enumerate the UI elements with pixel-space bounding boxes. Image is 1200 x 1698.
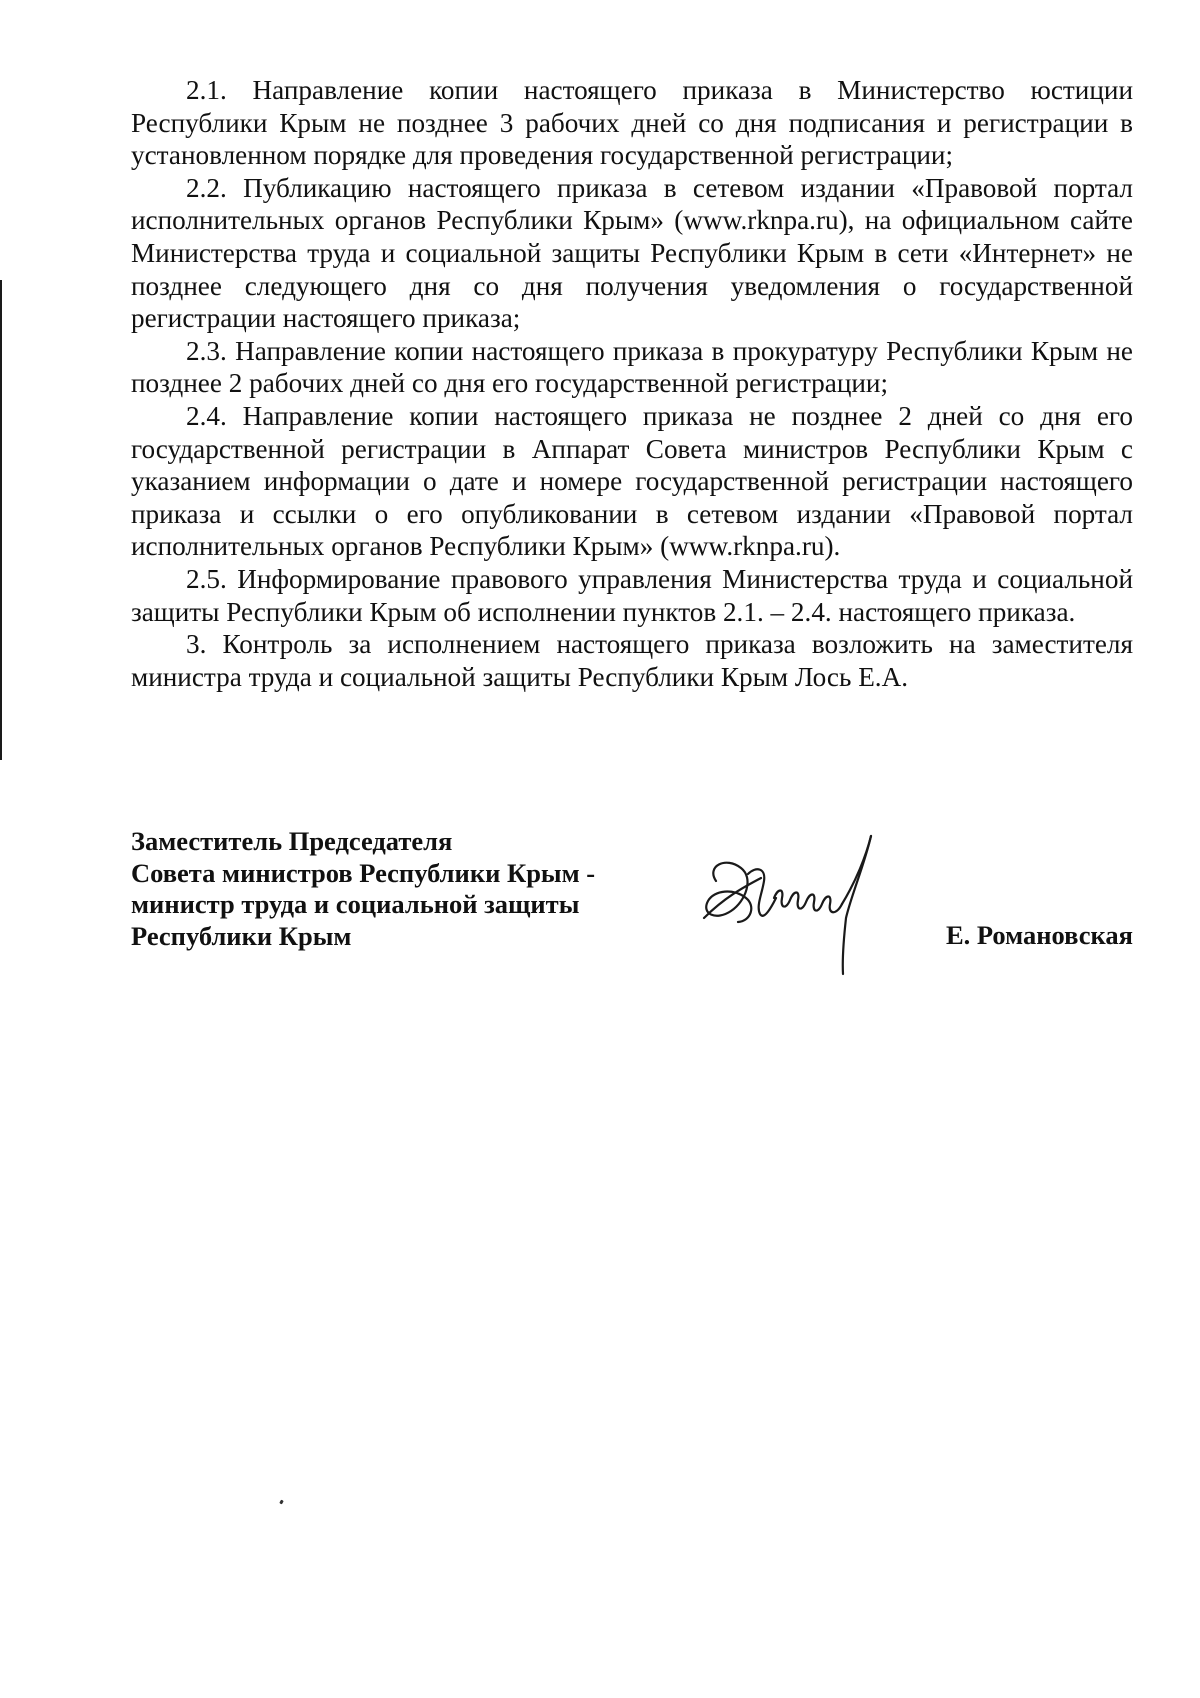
paragraph-2-5: 2.5. Информирование правового управления Министерства труда и социальной защиты Республики Крым об исполнении пунктов 2.1. – 2.4. настоящего приказа. [131,563,1133,627]
scan-edge-mark [0,280,2,760]
signer-title [131,826,691,952]
document-body [131,74,1133,693]
signer-title-line: Республики Крым [131,920,352,951]
paragraph-2-3: 2.3. Направление копии настоящего приказа в прокуратуру Республики Крым не позднее 2 рабочих дней со дня его государственной регистрации; [131,335,1133,399]
paragraph-2-1: 2.1. Направление копии настоящего приказа в Министерство юстиции Республики Крым не позднее 3 рабочих дней со дня подписания и регистрации в установленном порядке для проведения государственной регистрации; [131,75,1133,171]
paragraph-2-2: 2.2. Публикацию настоящего приказа в сетевом издании «Правовой портал исполнительных органов Республики Крым» (www.rknpa.ru), на официальном сайте Министерства труда и социальной защиты Республики Крым в сети «Интернет» не позднее следующего дня со дня получения уведомления о государственной регистрации настоящего приказа; [131,172,1133,334]
signature-block [131,826,1133,976]
scan-speck [279,1500,284,1505]
signer-title-line: Совета министров Республики Крым - [131,857,596,888]
signer-title-line: министр труда и социальной защиты [131,889,580,919]
handwritten-signature [686,826,906,976]
signer-title-line: Заместитель Председателя [131,826,453,856]
paragraph-3: 3. Контроль за исполнением настоящего приказа возложить на заместителя министра труда и социальной защиты Республики Крым Лось Е.А. [131,629,1133,692]
paragraph-2-4: 2.4. Направление копии настоящего приказа не позднее 2 дней со дня его государственной регистрации в Аппарат Совета министров Республики Крым с указанием информации о дате и номере государственной регистрации настоящего приказа и ссылки о его опубликовании в сетевом издании «Правовой портал исполнительных органов Республики Крым» (www.rknpa.ru). [131,400,1133,562]
signer-name: Е. Романовская [945,920,1133,950]
